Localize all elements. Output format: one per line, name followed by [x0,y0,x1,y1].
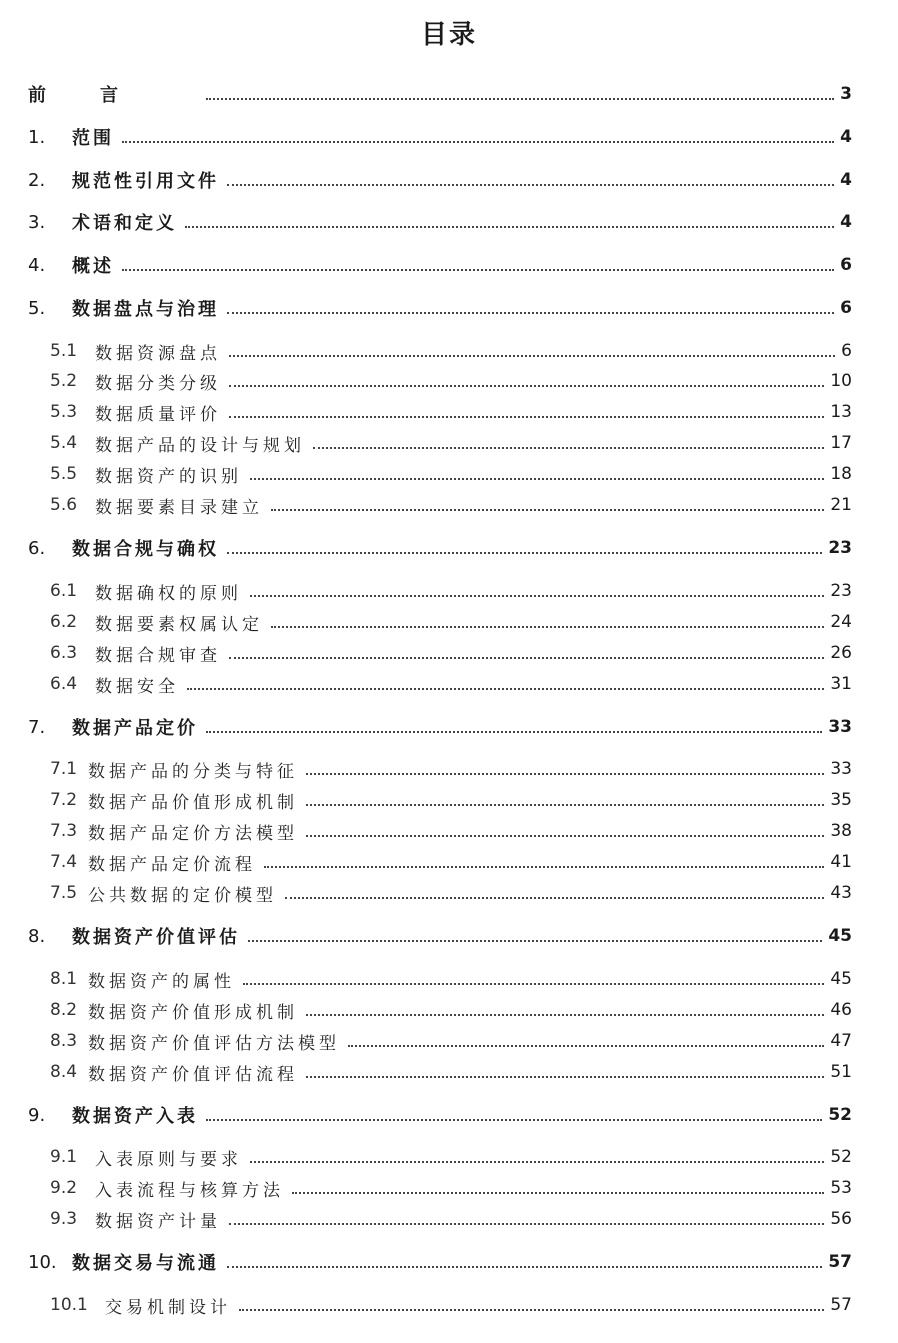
toc-entry-title: 数据产品定价 [72,718,198,739]
toc-entry-page: 3 [840,84,852,104]
toc-entry-title: 数据质量评价 [95,404,221,425]
toc-entry[interactable] [0,848,898,876]
toc-entry-page: 41 [830,852,852,872]
toc-entry-title: 数据资产价值形成机制 [88,1002,298,1023]
toc-entry[interactable] [0,398,898,426]
toc-entry[interactable] [0,491,898,519]
toc-entry-number: 7.5 [50,883,78,903]
toc-entry-page: 18 [830,464,852,484]
toc-entry-number: 6. [28,537,46,559]
toc-entry-page: 13 [830,402,852,422]
toc-entry-number: 9.2 [50,1178,78,1198]
toc-entry-page: 46 [830,1000,852,1020]
toc-entry-title: 交易机制设计 [105,1297,231,1318]
toc-entry-title: 数据合规与确权 [72,539,219,560]
toc-entry-number: 2. [28,169,46,191]
toc-entry[interactable] [0,251,898,279]
toc-entry-number: 9. [28,1104,46,1126]
toc-entry-title: 入表原则与要求 [95,1149,242,1170]
toc-entry[interactable] [0,577,898,605]
toc-entry-page: 52 [828,1105,852,1125]
toc-leader-dots [229,416,824,418]
toc-entry[interactable] [0,1058,898,1086]
toc-entry-number: 7.4 [50,852,78,872]
toc-entry[interactable] [0,1291,898,1319]
toc-entry[interactable] [0,713,898,741]
toc-leader-dots [292,1192,824,1194]
toc-entry-number: 9.3 [50,1209,78,1229]
toc-leader-dots [239,1309,824,1311]
toc-entry-title: 数据分类分级 [95,373,221,394]
toc-entry[interactable] [0,965,898,993]
toc-entry-page: 52 [830,1147,852,1167]
toc-leader-dots [306,835,824,837]
toc-entry-number: 8.3 [50,1031,78,1051]
toc-entry[interactable] [0,367,898,395]
toc-entry-number: 10. [28,1251,57,1273]
toc-entry-page: 24 [830,612,852,632]
toc-entry-page: 35 [830,790,852,810]
toc-leader-dots [122,269,834,271]
toc-entry[interactable] [0,639,898,667]
toc-entry-number: 5.3 [50,402,78,422]
toc-entry-number: 3. [28,211,46,233]
toc-leader-dots [271,626,824,628]
toc-entry-title: 数据资产价值评估方法模型 [88,1033,340,1054]
toc-entry[interactable] [0,1248,898,1276]
toc-entry-title: 公共数据的定价模型 [88,885,277,906]
toc-entry[interactable] [0,1205,898,1233]
toc-entry-title: 数据产品的分类与特征 [88,761,298,782]
toc-entry-page: 33 [828,717,852,737]
toc-entry[interactable] [0,123,898,151]
toc-leader-dots [264,866,824,868]
toc-entry-page: 4 [840,127,852,147]
toc-leader-dots [229,355,835,357]
toc-entry-number: 7.3 [50,821,78,841]
toc-entry-title: 数据产品价值形成机制 [88,792,298,813]
toc-entry-number: 6.4 [50,674,78,694]
toc-entry[interactable] [0,670,898,698]
toc-entry-title: 数据安全 [95,676,179,697]
toc-leader-dots [206,731,822,733]
toc-entry-title: 数据要素权属认定 [95,614,263,635]
toc-entry[interactable] [0,208,898,236]
toc-leader-dots [271,509,824,511]
toc-entry-title: 入表流程与核算方法 [95,1180,284,1201]
toc-leader-dots [227,552,822,554]
toc-entry-number: 5.2 [50,371,78,391]
toc-entry[interactable] [0,294,898,322]
toc-entry-number: 10.1 [50,1295,88,1315]
toc-entry-page: 26 [830,643,852,663]
toc-leader-dots [248,940,822,942]
toc-entry-number: 8.4 [50,1062,78,1082]
toc-entry-title: 数据资产的识别 [95,466,242,487]
toc-entry-page: 21 [830,495,852,515]
toc-entry[interactable] [0,1174,898,1202]
toc-entry-page: 23 [830,581,852,601]
toc-leader-dots [348,1045,824,1047]
toc-entry[interactable] [0,879,898,907]
toc-entry-title: 数据资产价值评估流程 [88,1064,298,1085]
toc-leader-dots [306,1076,824,1078]
toc-entry-title: 数据资源盘点 [95,343,221,364]
toc-entry-number: 7.1 [50,759,78,779]
toc-entry-title: 数据交易与流通 [72,1253,219,1274]
toc-entry-title: 数据产品定价流程 [88,854,256,875]
toc-leader-dots [227,184,834,186]
toc-entry-page: 10 [830,371,852,391]
toc-entry-title: 前 言 [28,85,118,106]
toc-entry[interactable] [0,1101,898,1129]
toc-entry-page: 51 [830,1062,852,1082]
toc-leader-dots [250,478,824,480]
toc-leader-dots [187,688,824,690]
toc-leader-dots [206,98,834,100]
toc-entry-page: 23 [828,538,852,558]
toc-entry-number: 8. [28,925,46,947]
toc-entry-page: 6 [841,341,852,361]
toc-entry-page: 47 [830,1031,852,1051]
toc-entry[interactable] [0,922,898,950]
toc-entry-title: 概述 [72,256,114,277]
toc-leader-dots [227,312,834,314]
toc-leader-dots [229,657,824,659]
toc-title: 目录 [420,20,477,50]
toc-entry-page: 31 [830,674,852,694]
toc-entry-title: 数据资产计量 [95,1211,221,1232]
toc-entry[interactable] [0,534,898,562]
toc-entry[interactable] [0,817,898,845]
toc-entry-number: 7. [28,716,46,738]
toc-entry-title: 数据资产价值评估 [72,927,240,948]
toc-entry-number: 6.3 [50,643,78,663]
toc-entry[interactable] [0,608,898,636]
toc-entry-number: 6.2 [50,612,78,632]
toc-entry-page: 45 [828,926,852,946]
toc-entry-page: 57 [828,1252,852,1272]
toc-entry-page: 43 [830,883,852,903]
toc-entry-number: 1. [28,126,46,148]
toc-leader-dots [122,141,834,143]
toc-entry-page: 4 [840,170,852,190]
toc-entry[interactable] [0,337,898,365]
toc-leader-dots [306,773,824,775]
toc-entry-title: 数据确权的原则 [95,583,242,604]
toc-leader-dots [285,897,824,899]
toc-entry-number: 5.6 [50,495,78,515]
toc-entry-title: 数据要素目录建立 [95,497,263,518]
toc-entry-page: 45 [830,969,852,989]
toc-entry-title: 数据资产入表 [72,1106,198,1127]
toc-leader-dots [229,1223,824,1225]
toc-entry-number: 5.4 [50,433,78,453]
toc-entry-title: 术语和定义 [72,213,177,234]
toc-entry-number: 6.1 [50,581,78,601]
toc-entry-title: 范围 [72,128,114,149]
toc-entry[interactable] [0,996,898,1024]
toc-entry[interactable] [0,80,898,108]
toc-entry[interactable] [0,1027,898,1055]
toc-entry-page: 33 [830,759,852,779]
toc-entry-page: 4 [840,212,852,232]
toc-entry-number: 7.2 [50,790,78,810]
toc-entry-number: 5.1 [50,341,78,361]
toc-entry-number: 9.1 [50,1147,78,1167]
toc-entry[interactable] [0,1143,898,1171]
toc-entry-number: 4. [28,254,46,276]
toc-entry-page: 57 [830,1295,852,1315]
toc-entry-page: 53 [830,1178,852,1198]
toc-leader-dots [313,447,824,449]
toc-entry-number: 5. [28,297,46,319]
toc-entry[interactable] [0,786,898,814]
toc-entry-page: 6 [840,298,852,318]
toc-entry[interactable] [0,166,898,194]
toc-leader-dots [306,1014,824,1016]
toc-entry-title: 数据产品定价方法模型 [88,823,298,844]
toc-leader-dots [185,226,834,228]
toc-leader-dots [306,804,824,806]
toc-leader-dots [229,385,824,387]
toc-entry[interactable] [0,755,898,783]
toc-entry-title: 数据产品的设计与规划 [95,435,305,456]
toc-entry-title: 数据资产的属性 [88,971,235,992]
toc-entry-title: 数据盘点与治理 [72,299,219,320]
toc-leader-dots [250,1161,824,1163]
toc-entry[interactable] [0,429,898,457]
toc-entry-title: 数据合规审查 [95,645,221,666]
toc-leader-dots [250,595,824,597]
toc-entry-title: 规范性引用文件 [72,171,219,192]
toc-entry-number: 5.5 [50,464,78,484]
toc-entry-page: 6 [840,255,852,275]
toc-entry[interactable] [0,460,898,488]
toc-entry-page: 38 [830,821,852,841]
toc-leader-dots [243,983,824,985]
toc-entry-page: 17 [830,433,852,453]
toc-leader-dots [206,1119,822,1121]
toc-entry-number: 8.1 [50,969,78,989]
toc-leader-dots [227,1266,822,1268]
toc-entry-page: 56 [830,1209,852,1229]
toc-entry-number: 8.2 [50,1000,78,1020]
